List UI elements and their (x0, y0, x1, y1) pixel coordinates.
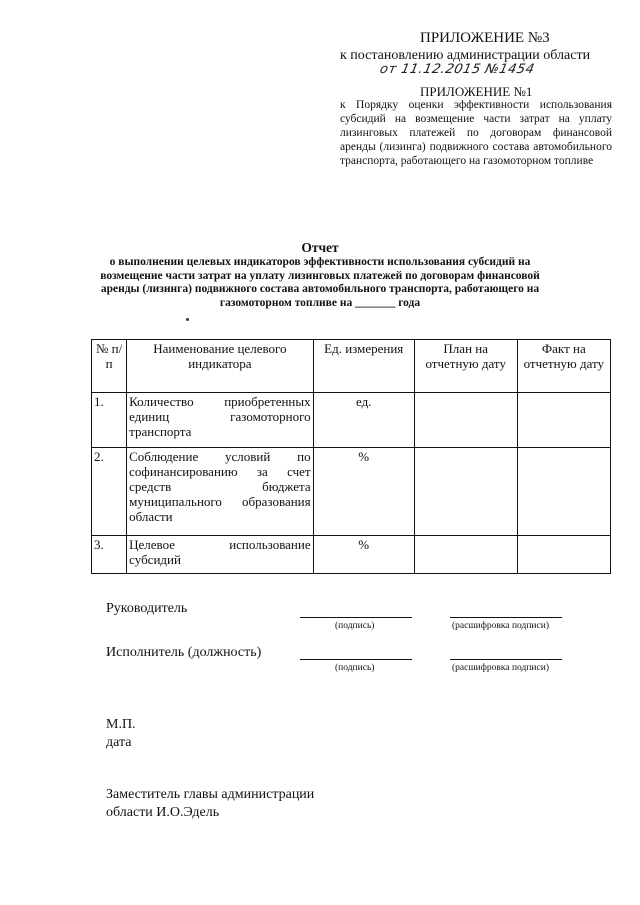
row-num: 3. (92, 536, 127, 574)
handwritten-decree-date: от 11.12.2015 №1454 (378, 62, 536, 77)
table-row (92, 393, 611, 448)
row-plan[interactable] (414, 393, 517, 448)
row-plan[interactable] (414, 448, 517, 536)
indicators-table (91, 339, 611, 574)
stray-dot (186, 318, 189, 321)
row-plan[interactable] (414, 536, 517, 574)
row-name: Целевое использование субсидий (127, 536, 313, 574)
stamp-label: М.П. (106, 717, 136, 732)
report-title: Отчет (301, 240, 339, 255)
row-name: Соблюдение условий по софинансированию за счет средств бюджета муниципального образования области (127, 448, 313, 536)
row-num: 2. (92, 448, 127, 536)
executor-decryption-line[interactable] (450, 659, 562, 660)
header-name: Наименование целевого индикатора (127, 340, 313, 393)
header-fact: Факт на отчетную дату (517, 340, 610, 393)
header-plan: План на отчетную дату (414, 340, 517, 393)
row-unit: % (313, 448, 414, 536)
head-signature-caption: (подпись) (335, 621, 375, 631)
appendix3-title: ПРИЛОЖЕНИЕ №3 (420, 30, 550, 46)
executor-decryption-caption: (расшифровка подписи) (452, 663, 549, 673)
row-unit: % (313, 536, 414, 574)
head-label: Руководитель (106, 601, 188, 616)
executor-signature-caption: (подпись) (335, 663, 375, 673)
row-unit: ед. (313, 393, 414, 448)
report-subtitle: о выполнении целевых индикаторов эффективности использования субсидий на возмещение части затрат на уплату лизинговых платежей по договорам финансовой аренды (лизинга) подвижного состава автомобильного транспорта, работающего на газомоторном топливе на _______ года (100, 256, 540, 309)
table-row (92, 448, 611, 536)
header-num: № п/п (92, 340, 127, 393)
row-fact[interactable] (517, 393, 610, 448)
row-name: Количество приобретенных единиц газомоторного транспорта (127, 393, 313, 448)
head-decryption-line[interactable] (450, 617, 562, 618)
row-num: 1. (92, 393, 127, 448)
head-signature-line[interactable] (300, 617, 412, 618)
head-decryption-caption: (расшифровка подписи) (452, 621, 549, 631)
table-row (92, 536, 611, 574)
table-header-row (92, 340, 611, 393)
deputy-line2: области И.О.Эдель (106, 805, 220, 820)
row-fact[interactable] (517, 448, 610, 536)
appendix3-subtitle: к постановлению администрации области (340, 48, 591, 63)
deputy-line1: Заместитель главы администрации (106, 787, 315, 802)
executor-signature-line[interactable] (300, 659, 412, 660)
date-label: дата (106, 735, 132, 750)
appendix1-body: к Порядку оценки эффективности использования субсидий на возмещение части затрат на уплату лизинговых платежей по договорам финансовой аренды (лизинга) подвижного состава автомобильного транспорта, работающего на газомоторном топливе (340, 99, 612, 167)
header-unit: Ед. измерения (313, 340, 414, 393)
row-fact[interactable] (517, 536, 610, 574)
executor-label: Исполнитель (должность) (106, 645, 262, 660)
appendix1-title: ПРИЛОЖЕНИЕ №1 (420, 84, 533, 99)
